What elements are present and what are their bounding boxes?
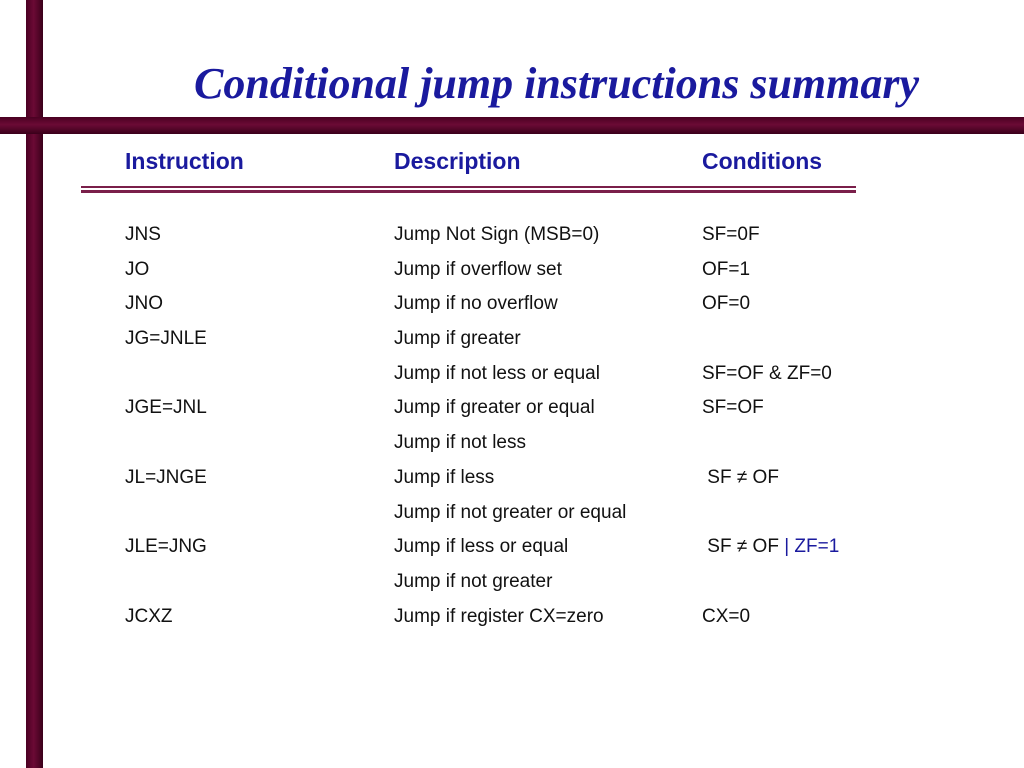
condition-cell: SF ≠ OF: [702, 466, 779, 488]
instruction-cell: JCXZ: [125, 605, 173, 627]
table-row: [0, 359, 1024, 394]
condition-extra-text: | ZF=1: [784, 536, 840, 558]
condition-cell: OF=0: [702, 293, 751, 315]
description-cell: Jump if less or equal: [394, 536, 569, 558]
condition-cell: CX=0: [702, 605, 751, 627]
description-cell: Jump if not greater or equal: [394, 501, 627, 523]
description-cell: Jump if less: [394, 466, 495, 488]
header-divider: [81, 186, 856, 194]
description-cell: Jump if register CX=zero: [394, 605, 604, 627]
description-cell: Jump if no overflow: [394, 293, 558, 315]
description-cell: Jump if not greater: [394, 570, 553, 592]
horizontal-accent-bar: [0, 117, 1024, 134]
table-row: [0, 463, 1024, 498]
instruction-table: [0, 220, 1024, 636]
description-cell: Jump if not less: [394, 432, 526, 454]
table-row: [0, 602, 1024, 637]
condition-cell: SF=OF: [702, 397, 764, 419]
instruction-cell: JG=JNLE: [125, 328, 207, 350]
table-row: [0, 428, 1024, 463]
table-row: [0, 393, 1024, 428]
description-cell: Jump Not Sign (MSB=0): [394, 224, 600, 245]
condition-cell: [702, 532, 839, 562]
description-cell: Jump if overflow set: [394, 258, 562, 280]
table-row: [0, 498, 1024, 533]
condition-cell: SF=0F: [702, 224, 760, 245]
condition-cell: OF=1: [702, 258, 751, 280]
description-cell: Jump if greater: [394, 328, 521, 350]
instruction-cell: JLE=JNG: [125, 536, 207, 558]
condition-cell: SF=OF & ZF=0: [702, 362, 832, 384]
table-row: [0, 532, 1024, 567]
instruction-cell: JNS: [125, 224, 161, 245]
description-cell: Jump if greater or equal: [394, 397, 595, 419]
column-header-instruction: Instruction: [125, 148, 244, 174]
description-cell: Jump if not less or equal: [394, 362, 600, 384]
slide-title: Conditional jump instructions summary: [194, 59, 920, 108]
table-row: [0, 567, 1024, 602]
instruction-cell: JGE=JNL: [125, 397, 207, 419]
instruction-cell: JO: [125, 258, 150, 280]
column-header-conditions: Conditions: [702, 148, 823, 174]
condition-text: SF ≠ OF: [702, 536, 785, 558]
instruction-cell: JL=JNGE: [125, 466, 207, 488]
table-row: [0, 255, 1024, 290]
instruction-cell: JNO: [125, 293, 163, 315]
table-row: [0, 289, 1024, 324]
table-row: [0, 324, 1024, 359]
table-row: [0, 220, 1024, 255]
column-header-description: Description: [394, 148, 521, 174]
